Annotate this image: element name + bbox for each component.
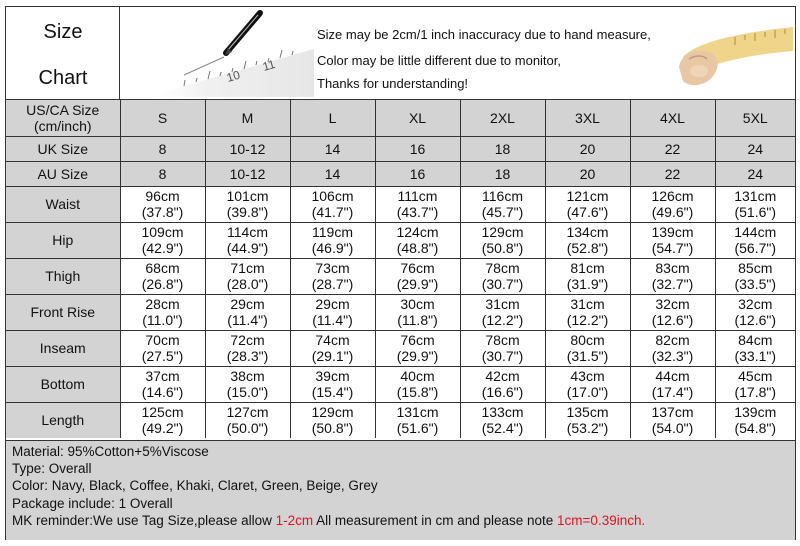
measure-cm: 85cm xyxy=(738,260,773,276)
measure-cm: 73cm xyxy=(315,260,350,276)
measurement-cell xyxy=(120,330,205,366)
measure-cm: 126cm xyxy=(651,188,694,204)
size-value-cell: 18 xyxy=(460,136,545,161)
measure-cm: 119cm xyxy=(312,224,353,240)
measurement-row xyxy=(6,258,795,294)
measure-inch: (44.9") xyxy=(226,240,269,256)
measurement-cell xyxy=(715,186,795,222)
measurement-cell xyxy=(375,258,460,294)
measure-cm: 127cm xyxy=(226,404,269,421)
measurement-cell xyxy=(715,222,795,258)
measure-cm: 43cm xyxy=(570,368,605,384)
measure-inch: (43.7") xyxy=(396,204,439,220)
size-value-cell: M xyxy=(205,100,290,136)
measure-cm: 40cm xyxy=(400,368,435,384)
row-label: Hip xyxy=(6,222,120,258)
size-label-row xyxy=(6,100,795,136)
measurement-cell xyxy=(545,222,630,258)
measure-inch: (46.9") xyxy=(311,240,354,256)
size-value-cell: XL xyxy=(375,100,460,136)
size-value-cell: 14 xyxy=(290,136,375,161)
measure-inch: (16.6") xyxy=(481,384,524,400)
measure-cm: 133cm xyxy=(481,404,524,421)
measurement-cell xyxy=(375,222,460,258)
measure-inch: (49.6") xyxy=(651,204,694,220)
measure-cm: 28cm xyxy=(145,296,180,312)
size-table xyxy=(6,100,795,438)
reminder-text xyxy=(12,512,795,529)
measure-cm: 39cm xyxy=(315,368,350,384)
type-text: Type: Overall xyxy=(12,461,92,477)
measure-inch: (54.8") xyxy=(734,420,777,437)
measure-cm: 76cm xyxy=(400,260,435,276)
measure-cm: 30cm xyxy=(400,296,435,312)
measurement-row xyxy=(6,294,795,330)
header-row xyxy=(6,7,795,100)
measure-inch: (50.8") xyxy=(311,420,354,437)
size-value-cell: 10-12 xyxy=(205,136,290,161)
measure-inch: (51.6") xyxy=(734,204,777,220)
measure-inch: (14.6") xyxy=(141,384,184,400)
row-label: Length xyxy=(6,402,120,438)
measure-cm: 96cm xyxy=(145,188,180,204)
measure-inch: (17.4") xyxy=(651,384,694,400)
row-label: Thigh xyxy=(6,258,120,294)
measurement-cell xyxy=(545,258,630,294)
reminder-middle: All measurement in cm and please note xyxy=(313,512,558,528)
size-value-cell: 18 xyxy=(460,161,545,186)
size-value-cell: 4XL xyxy=(630,100,715,136)
row-label-line: US/CA Size xyxy=(26,101,100,118)
measurement-cell xyxy=(205,258,290,294)
size-value-cell: S xyxy=(120,100,205,136)
measurement-cell xyxy=(290,258,375,294)
measure-cm: 37cm xyxy=(145,368,180,384)
size-chart-sheet xyxy=(5,6,796,540)
measure-cm: 45cm xyxy=(738,368,773,384)
row-label: Inseam xyxy=(6,330,120,366)
measure-inch: (56.7") xyxy=(734,240,777,256)
measure-inch: (54.7") xyxy=(651,240,694,256)
notice-inaccuracy: Size may be 2cm/1 inch inaccuracy due to hand measure, xyxy=(317,27,651,42)
measure-cm: 139cm xyxy=(734,404,777,421)
measure-cm: 131cm xyxy=(734,188,777,204)
measurement-cell xyxy=(120,186,205,222)
hand-tape-measure-illustration xyxy=(675,15,793,95)
size-chart-title-line2: Chart xyxy=(38,67,88,89)
measure-cm: 84cm xyxy=(738,332,773,348)
size-value-cell: 22 xyxy=(630,161,715,186)
measure-cm: 32cm xyxy=(655,296,690,312)
measurement-cell xyxy=(290,330,375,366)
measurement-cell xyxy=(460,402,545,438)
measurement-cell xyxy=(375,186,460,222)
reminder-tolerance: 1-2cm xyxy=(275,512,314,528)
measurement-cell xyxy=(630,258,715,294)
measurement-row xyxy=(6,222,795,258)
measurement-cell xyxy=(375,294,460,330)
measurement-cell xyxy=(460,330,545,366)
size-label-row xyxy=(6,161,795,186)
measure-inch: (29.1") xyxy=(311,348,354,364)
measure-inch: (11.4") xyxy=(227,312,268,328)
size-value-cell: 3XL xyxy=(545,100,630,136)
size-value-cell: 20 xyxy=(545,136,630,161)
measure-inch: (39.8") xyxy=(226,204,269,220)
measure-cm: 81cm xyxy=(570,260,605,276)
measure-inch: (53.2") xyxy=(566,420,609,437)
measure-cm: 72cm xyxy=(230,332,265,348)
size-value-cell: 16 xyxy=(375,161,460,186)
row-label: Front Rise xyxy=(6,294,120,330)
measurement-row xyxy=(6,330,795,366)
measurement-cell xyxy=(715,258,795,294)
measure-inch: (30.7") xyxy=(481,348,524,364)
measurement-cell xyxy=(120,366,205,402)
measurement-cell xyxy=(120,258,205,294)
measurement-cell xyxy=(545,294,630,330)
measure-cm: 144cm xyxy=(734,224,777,240)
measurement-row xyxy=(6,186,795,222)
measure-cm: 129cm xyxy=(311,404,354,421)
measure-inch: (29.9") xyxy=(396,348,439,364)
measurement-cell xyxy=(545,366,630,402)
measurement-cell xyxy=(290,366,375,402)
measurement-cell xyxy=(205,402,290,438)
measure-inch: (54.0") xyxy=(651,420,694,437)
size-value-cell: 2XL xyxy=(460,100,545,136)
row-label-line: (cm/inch) xyxy=(33,117,92,134)
measurement-cell xyxy=(460,294,545,330)
measure-inch: (33.1") xyxy=(734,348,777,364)
measure-cm: 109cm xyxy=(141,224,184,240)
measure-inch: (12.6") xyxy=(734,312,777,328)
measure-cm: 125cm xyxy=(141,404,184,421)
measurement-cell xyxy=(630,222,715,258)
measurement-cell xyxy=(460,366,545,402)
measurement-cell xyxy=(715,330,795,366)
measure-inch: (28.3") xyxy=(226,348,269,364)
measure-inch: (50.8") xyxy=(481,240,524,256)
measure-cm: 114cm xyxy=(227,224,268,240)
measure-cm: 70cm xyxy=(145,332,180,348)
size-value-cell: L xyxy=(290,100,375,136)
measure-inch: (11.4") xyxy=(312,312,353,328)
measure-cm: 76cm xyxy=(400,332,435,348)
size-label-row xyxy=(6,136,795,161)
measure-inch: (17.8") xyxy=(734,384,777,400)
measure-inch: (12.2") xyxy=(566,312,609,328)
measurement-row xyxy=(6,402,795,438)
size-value-cell: 14 xyxy=(290,161,375,186)
measure-inch: (17.0") xyxy=(566,384,609,400)
measure-cm: 29cm xyxy=(230,296,265,312)
measurement-cell xyxy=(120,294,205,330)
measure-inch: (27.5") xyxy=(141,348,184,364)
measurement-cell xyxy=(460,186,545,222)
measure-cm: 116cm xyxy=(482,188,523,204)
measure-cm: 32cm xyxy=(738,296,773,312)
measure-inch: (48.8") xyxy=(396,240,439,256)
measure-cm: 38cm xyxy=(230,368,265,384)
measurement-cell xyxy=(460,258,545,294)
measurement-cell xyxy=(290,222,375,258)
measurement-cell xyxy=(460,222,545,258)
measurement-cell xyxy=(630,294,715,330)
measure-inch: (12.6") xyxy=(651,312,694,328)
measurement-cell xyxy=(120,402,205,438)
measurement-cell xyxy=(715,402,795,438)
measurement-cell xyxy=(545,330,630,366)
measurement-cell xyxy=(205,186,290,222)
measure-cm: 78cm xyxy=(485,260,520,276)
size-value-cell: 8 xyxy=(120,136,205,161)
size-value-cell: 10-12 xyxy=(205,161,290,186)
measure-inch: (26.8") xyxy=(141,276,184,292)
measure-inch: (12.2") xyxy=(481,312,524,328)
row-label: AU Size xyxy=(6,161,120,186)
material-text: Material: 95%Cotton+5%Viscose xyxy=(12,444,209,459)
measure-inch: (33.5") xyxy=(734,276,777,292)
measure-inch: (32.7") xyxy=(651,276,694,292)
notice-thanks: Thanks for understanding! xyxy=(317,76,469,91)
measure-cm: 74cm xyxy=(315,332,350,348)
reminder-conversion: 1cm=0.39inch. xyxy=(557,512,646,528)
measure-cm: 31cm xyxy=(570,296,605,312)
measure-cm: 31cm xyxy=(485,296,520,312)
measure-inch: (42.9") xyxy=(141,240,184,256)
measure-inch: (31.5") xyxy=(566,348,609,364)
measurement-cell xyxy=(630,186,715,222)
measurement-cell xyxy=(375,402,460,438)
measure-cm: 131cm xyxy=(396,404,439,421)
reminder-prefix: MK reminder:We use Tag Size,please allow xyxy=(12,512,276,528)
pen-and-ruler-illustration xyxy=(124,9,314,97)
measurement-row xyxy=(6,366,795,402)
size-value-cell: 22 xyxy=(630,136,715,161)
measurement-cell xyxy=(375,330,460,366)
measure-cm: 83cm xyxy=(655,260,690,276)
measurement-cell xyxy=(290,294,375,330)
measure-inch: (11.8") xyxy=(397,312,438,328)
measure-inch: (28.0") xyxy=(226,276,269,292)
measure-inch: (51.6") xyxy=(396,420,439,437)
measure-cm: 29cm xyxy=(315,296,350,312)
colors-text: Color: Navy, Black, Coffee, Khaki, Claret, Green, Beige, Grey xyxy=(12,478,378,494)
measurement-cell xyxy=(715,294,795,330)
measure-cm: 68cm xyxy=(145,260,180,276)
measure-inch: (52.4") xyxy=(481,420,524,437)
measure-inch: (28.7") xyxy=(311,276,354,292)
measure-cm: 42cm xyxy=(485,368,520,384)
measurement-cell xyxy=(545,402,630,438)
measurement-cell xyxy=(290,186,375,222)
measure-inch: (15.0") xyxy=(226,384,269,400)
measure-cm: 78cm xyxy=(485,332,520,348)
ruler-number-10: 10 xyxy=(224,67,242,85)
measure-cm: 121cm xyxy=(566,188,609,204)
measure-inch: (50.0") xyxy=(226,420,269,437)
measure-inch: (41.7") xyxy=(311,204,354,220)
package-text: Package include: 1 Overall xyxy=(12,495,173,511)
measure-cm: 137cm xyxy=(651,404,694,421)
size-chart-title-cell xyxy=(6,7,120,100)
size-value-cell: 5XL xyxy=(715,100,795,136)
size-value-cell: 24 xyxy=(715,136,795,161)
measurement-cell xyxy=(205,366,290,402)
measure-inch: (45.7") xyxy=(481,204,524,220)
notice-color: Color may be little different due to monitor, xyxy=(317,53,561,68)
size-value-cell: 16 xyxy=(375,136,460,161)
measure-cm: 111cm xyxy=(397,188,438,204)
measurement-cell xyxy=(205,222,290,258)
measure-inch: (37.8") xyxy=(141,204,184,220)
measure-cm: 124cm xyxy=(396,224,439,240)
measure-cm: 44cm xyxy=(655,368,690,384)
measure-inch: (32.3") xyxy=(651,348,694,364)
measure-inch: (11.0") xyxy=(142,312,183,328)
measure-inch: (15.8") xyxy=(396,384,439,400)
measure-cm: 82cm xyxy=(655,332,690,348)
measurement-cell xyxy=(120,222,205,258)
measurement-cell xyxy=(545,186,630,222)
size-value-cell: 8 xyxy=(120,161,205,186)
measurement-cell xyxy=(630,402,715,438)
measure-cm: 139cm xyxy=(651,224,694,240)
measure-inch: (30.7") xyxy=(481,276,524,292)
measure-inch: (29.9") xyxy=(396,276,439,292)
measurement-cell xyxy=(205,330,290,366)
measure-cm: 101cm xyxy=(226,188,269,204)
measurement-cell xyxy=(630,330,715,366)
measure-inch: (15.4") xyxy=(311,384,354,400)
measure-cm: 134cm xyxy=(566,224,609,240)
measure-inch: (52.8") xyxy=(566,240,609,256)
measure-cm: 80cm xyxy=(570,332,605,348)
product-details xyxy=(6,440,795,540)
size-value-cell: 24 xyxy=(715,161,795,186)
measurement-cell xyxy=(375,366,460,402)
measurement-cell xyxy=(205,294,290,330)
size-value-cell: 20 xyxy=(545,161,630,186)
measurement-cell xyxy=(715,366,795,402)
measurement-cell xyxy=(630,366,715,402)
row-label xyxy=(6,100,120,136)
measure-inch: (47.6") xyxy=(566,204,609,220)
size-chart-title-line1: Size xyxy=(43,21,83,43)
notice-cell xyxy=(120,7,795,100)
measure-inch: (49.2") xyxy=(141,420,184,437)
row-label: UK Size xyxy=(6,136,120,161)
measure-inch: (31.9") xyxy=(566,276,609,292)
measurement-cell xyxy=(290,402,375,438)
measure-cm: 106cm xyxy=(311,188,354,204)
measure-cm: 129cm xyxy=(481,224,524,240)
measure-cm: 71cm xyxy=(230,260,265,276)
measure-cm: 135cm xyxy=(566,404,609,421)
ruler-number-11: 11 xyxy=(260,56,277,74)
row-label: Waist xyxy=(6,186,120,222)
row-label: Bottom xyxy=(6,366,120,402)
